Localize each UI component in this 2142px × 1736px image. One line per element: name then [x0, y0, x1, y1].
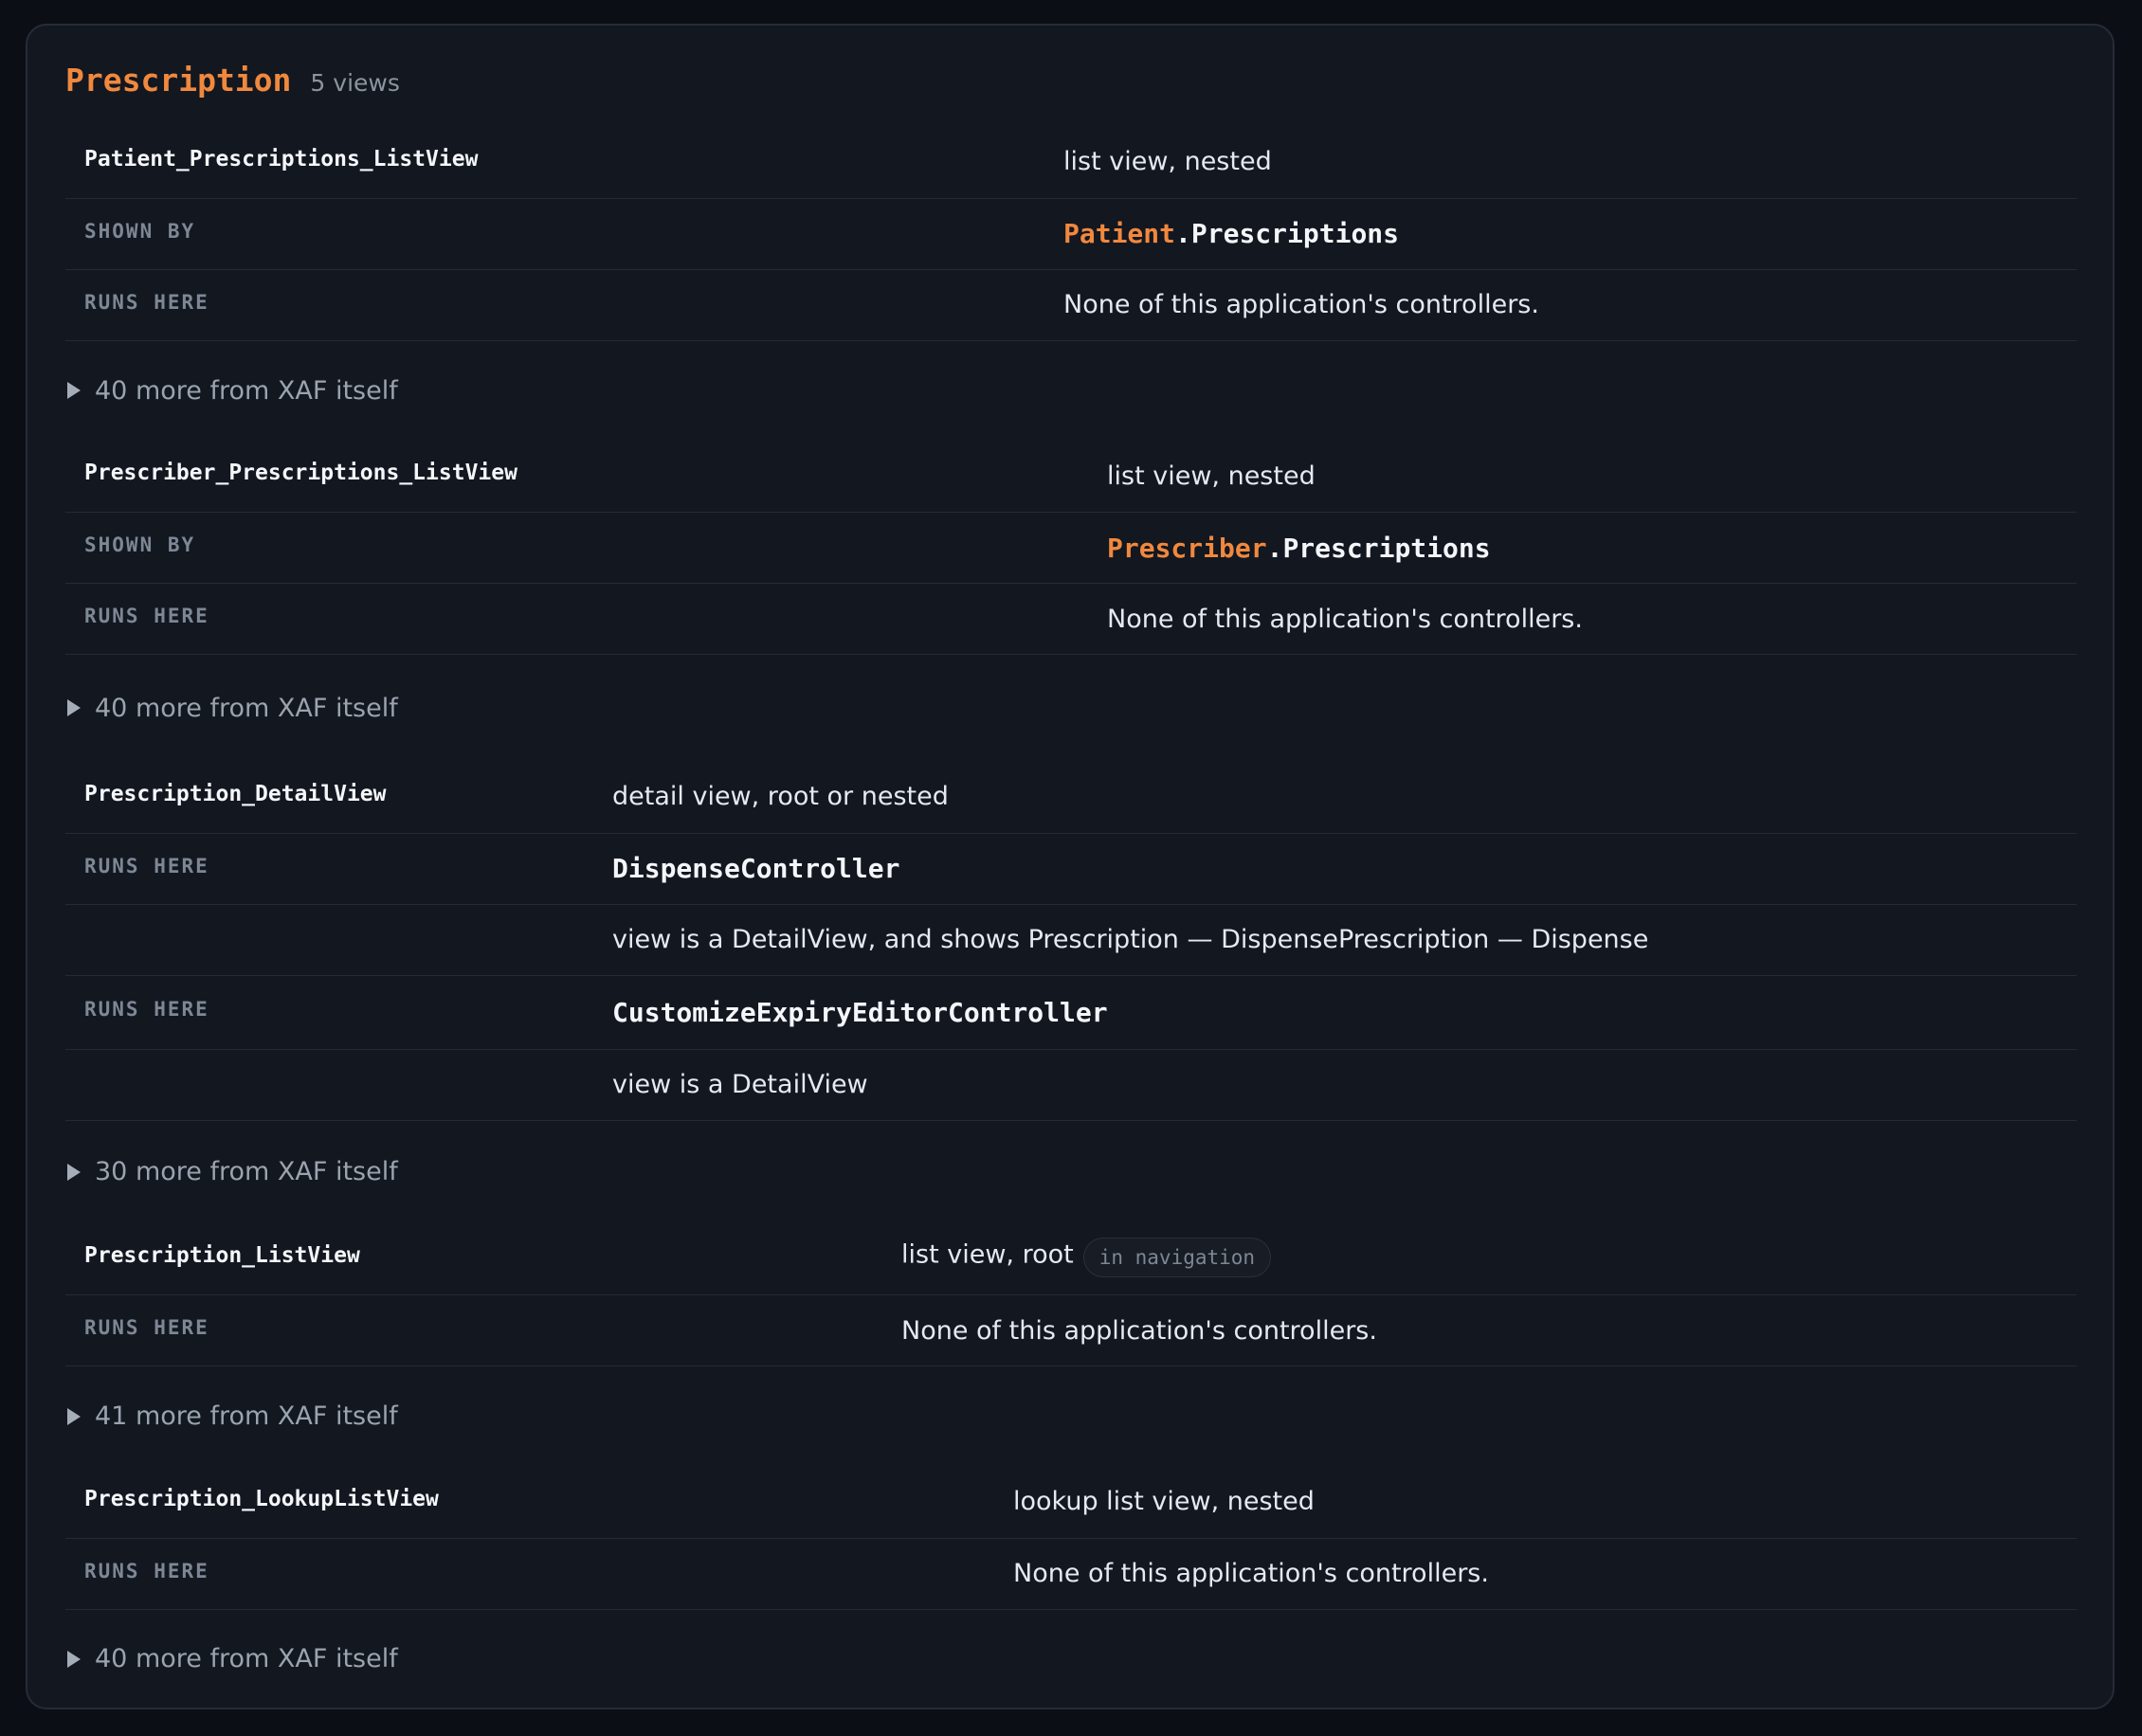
more-from-xaf-toggle[interactable] [65, 655, 2073, 761]
shown-by-value [1107, 533, 1491, 564]
runs-here-row [65, 1295, 2077, 1366]
view-kind: list view, nested [1107, 461, 1316, 491]
more-from-xaf-label: 40 more from XAF itself [95, 1644, 398, 1673]
shown-by-owner: Prescriber [1107, 532, 1267, 564]
view-table [65, 761, 2077, 1121]
view-kind: detail view, root or nested [612, 782, 949, 812]
runs-here-row [65, 975, 2077, 1049]
view-name: Prescriber_Prescriptions_ListView [84, 461, 517, 486]
view-table [65, 441, 2077, 656]
triangle-right-icon [67, 1651, 81, 1668]
shown-by-label: SHOWN BY [84, 219, 196, 243]
more-from-xaf-label: 41 more from XAF itself [95, 1401, 398, 1431]
section-title: Prescription [65, 62, 292, 99]
runs-here-row [65, 584, 2077, 655]
shown-by-separator: . [1266, 532, 1283, 564]
view-table [65, 1223, 2077, 1367]
view-name: Patient_Prescriptions_ListView [84, 146, 479, 172]
shown-by-value [1063, 218, 1399, 249]
view-group-prescription-detail [65, 761, 2073, 1223]
view-kind: list view, root [901, 1239, 1074, 1270]
more-from-xaf-label: 40 more from XAF itself [95, 375, 398, 406]
view-table [65, 126, 2077, 341]
view-group-prescription-list [65, 1223, 2073, 1467]
shown-by-separator: . [1175, 218, 1191, 249]
runs-here-row [65, 269, 2077, 340]
shown-by-row [65, 513, 2077, 584]
view-row [65, 126, 2077, 198]
view-row [65, 761, 2077, 833]
shown-by-label: SHOWN BY [84, 533, 196, 556]
view-count: 5 views [310, 69, 400, 97]
controller-detail-row [65, 1049, 2077, 1120]
controller-detail-row [65, 904, 2077, 975]
controller-name: CustomizeExpiryEditorController [612, 996, 1108, 1028]
view-kind: list view, nested [1063, 147, 1272, 177]
view-row [65, 1466, 2077, 1538]
view-name: Prescription_ListView [84, 1243, 360, 1269]
view-row [65, 441, 2077, 513]
runs-here-label: RUNS HERE [84, 998, 209, 1021]
more-from-xaf-toggle[interactable] [65, 1366, 2073, 1466]
shown-by-member: Prescriptions [1282, 532, 1491, 564]
triangle-right-icon [67, 699, 81, 716]
views-card [26, 24, 2115, 1709]
view-name: Prescription_DetailView [84, 781, 387, 806]
triangle-right-icon [67, 1164, 81, 1181]
view-table [65, 1466, 2077, 1610]
view-group-prescription-lookup [65, 1466, 2073, 1709]
runs-here-value: None of this application's controllers. [1063, 290, 1539, 319]
controller-name: DispenseController [612, 853, 900, 884]
runs-here-row [65, 1538, 2077, 1609]
runs-here-label: RUNS HERE [84, 290, 209, 314]
runs-here-label: RUNS HERE [84, 1559, 209, 1582]
shown-by-member: Prescriptions [1190, 218, 1400, 249]
runs-here-label: RUNS HERE [84, 854, 209, 877]
runs-here-label: RUNS HERE [84, 605, 209, 627]
more-from-xaf-toggle[interactable] [65, 1121, 2073, 1223]
controller-condition: view is a DetailView [612, 1070, 868, 1099]
more-from-xaf-label: 30 more from XAF itself [95, 1157, 398, 1186]
more-from-xaf-label: 40 more from XAF itself [95, 693, 398, 723]
controller-condition: view is a DetailView, and shows Prescription — DispensePrescription — Dispense [612, 925, 1649, 954]
view-kind: lookup list view, nested [1013, 1487, 1315, 1517]
view-name: Prescription_LookupListView [84, 1486, 439, 1511]
runs-here-label: RUNS HERE [84, 1316, 209, 1339]
triangle-right-icon [67, 1408, 81, 1425]
runs-here-value: None of this application's controllers. [901, 1315, 1377, 1346]
more-from-xaf-toggle[interactable] [65, 341, 2073, 441]
triangle-right-icon [67, 382, 81, 399]
more-from-xaf-toggle[interactable] [65, 1610, 2073, 1709]
section-header [65, 62, 2073, 126]
runs-here-value: None of this application's controllers. [1107, 604, 1583, 634]
view-row [65, 1223, 2077, 1295]
navigation-badge: in navigation [1083, 1238, 1271, 1277]
shown-by-row [65, 198, 2077, 269]
shown-by-owner: Patient [1063, 218, 1176, 249]
view-group-prescriber-prescriptions [65, 441, 2073, 762]
view-group-patient-prescriptions [65, 126, 2073, 441]
runs-here-value: None of this application's controllers. [1013, 1559, 1489, 1588]
runs-here-row [65, 833, 2077, 904]
